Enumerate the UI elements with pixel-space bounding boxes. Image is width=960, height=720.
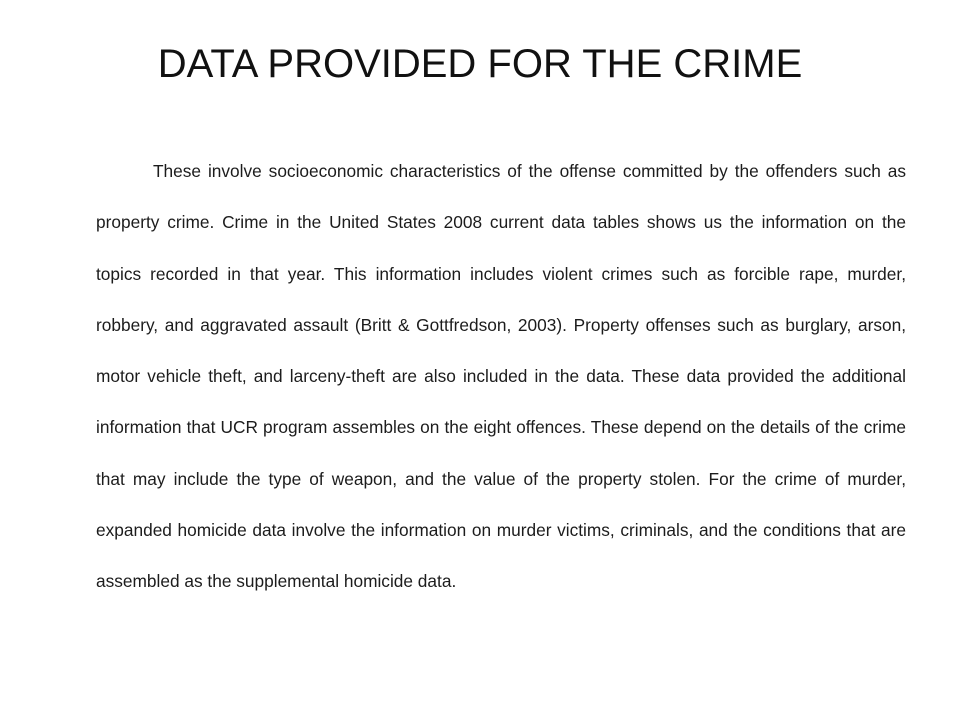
slide-body-paragraph: These involve socioeconomic characteristics of the offense committed by the offenders such as property crime. Crime in the United States 2008 current data tables shows us the information on the topics recorded in that year. This information includes violent crimes such as forcible rape, murder, robbery, and aggravated assault (Britt & Gottfredson, 2003). Property offenses such as burglary, arson, motor vehicle theft, and larceny-theft are also included in the data. These data provided the additional information that UCR program assembles on the eight offences. These depend on the details of the crime that may include the type of weapon, and the value of the property stolen. For the crime of murder, expanded homicide data involve the information on murder victims, criminals, and the conditions that are assembled as the supplemental homicide data. xyxy=(96,161,906,592)
slide-title: DATA PROVIDED FOR THE CRIME xyxy=(157,42,803,86)
